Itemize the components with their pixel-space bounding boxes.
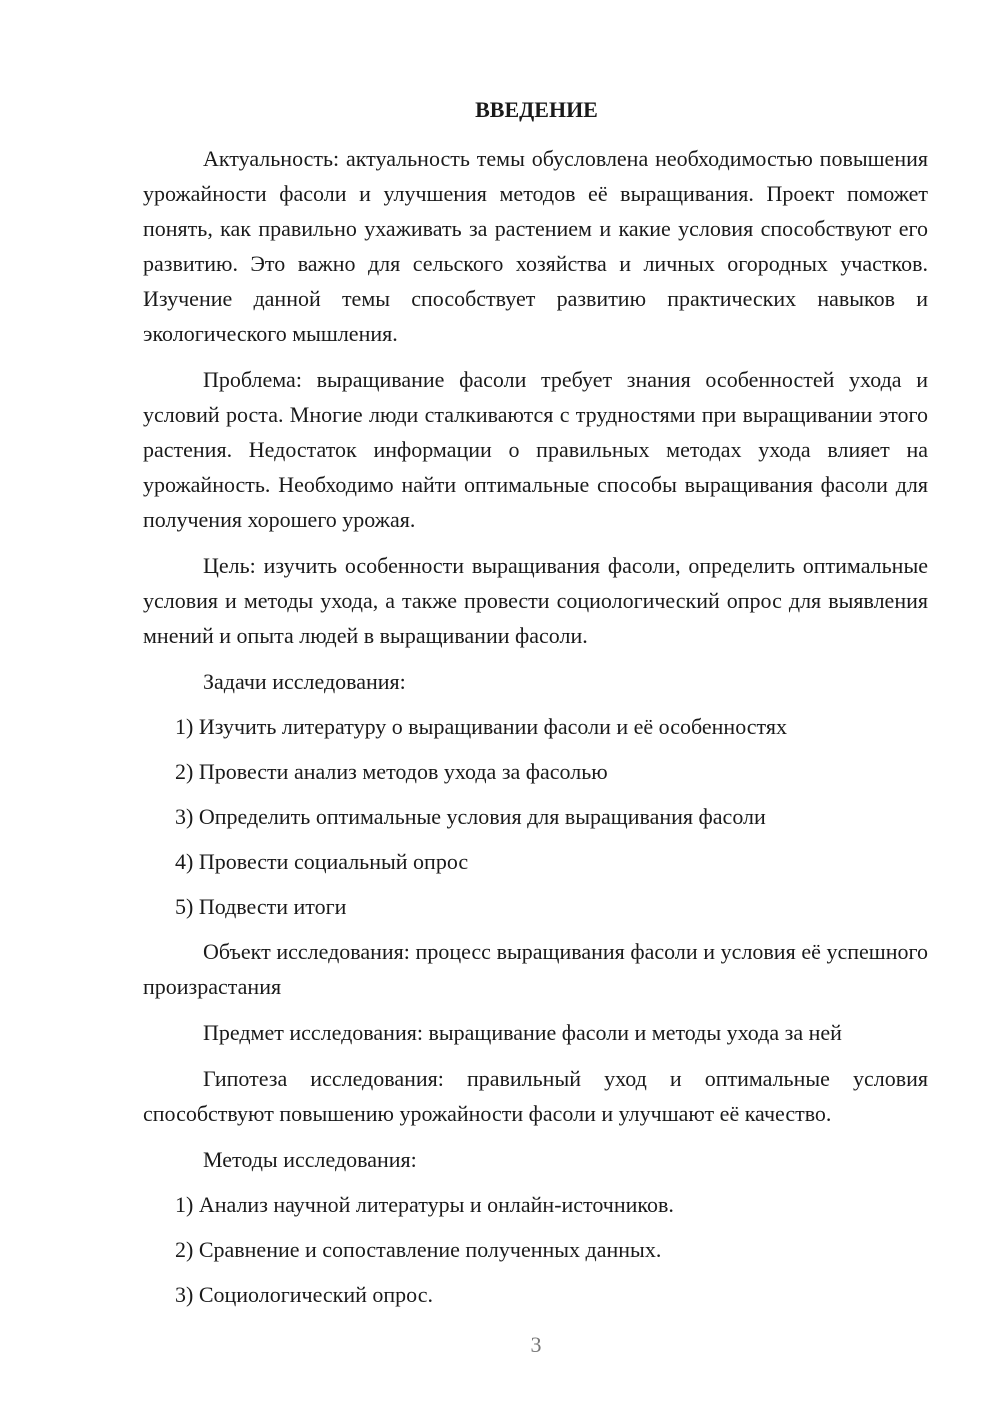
subject-paragraph: Предмет исследования: выращивание фасоли и методы ухода за ней [203, 1020, 842, 1045]
document-page [143, 92, 928, 1322]
object-paragraph: Объект исследования: процесс выращивания фасоли и условия её успешного произрастания [143, 939, 928, 999]
list-item: 1) Анализ научной литературы и онлайн-источников. [175, 1192, 674, 1217]
methods-heading: Методы исследования: [203, 1147, 417, 1172]
tasks-heading: Задачи исследования: [203, 669, 406, 694]
relevance-paragraph: Актуальность: актуальность темы обусловлена необходимостью повышения урожайности фасоли и улучшения методов её выращивания. Проект поможет понять, как правильно ухаживать за растением и какие условия способствуют его развитию. Это важно для сельского хозяйства и личных огородных участков. Изучение данной темы способствует развитию практических навыков и экологического мышления. [143, 146, 928, 346]
list-item: 1) Изучить литературу о выращивании фасоли и её особенностях [175, 714, 787, 739]
list-item: 3) Социологический опрос. [175, 1282, 433, 1307]
hypothesis-paragraph: Гипотеза исследования: правильный уход и оптимальные условия способствуют повышению урожайности фасоли и улучшают её качество. [143, 1066, 928, 1126]
list-item: 4) Провести социальный опрос [175, 849, 469, 874]
list-item: 2) Провести анализ методов ухода за фасолью [175, 759, 608, 784]
tasks-list [143, 709, 928, 924]
list-item: 5) Подвести итоги [175, 894, 347, 919]
list-item: 3) Определить оптимальные условия для выращивания фасоли [175, 804, 766, 829]
methods-list [143, 1187, 928, 1312]
section-title: ВВЕДЕНИЕ [475, 97, 598, 122]
problem-paragraph: Проблема: выращивание фасоли требует знания особенностей ухода и условий роста. Многие люди сталкиваются с трудностями при выращивании этого растения. Недостаток информации о правильных методах ухода влияет на урожайность. Необходимо найти оптимальные способы выращивания фасоли для получения хорошего урожая. [143, 367, 928, 532]
goal-paragraph: Цель: изучить особенности выращивания фасоли, определить оптимальные условия и методы ухода, а также провести социологический опрос для выявления мнений и опыта людей в выращивании фасоли. [143, 553, 928, 648]
page-number: 3 [530, 1332, 542, 1357]
list-item: 2) Сравнение и сопоставление полученных данных. [175, 1237, 662, 1262]
